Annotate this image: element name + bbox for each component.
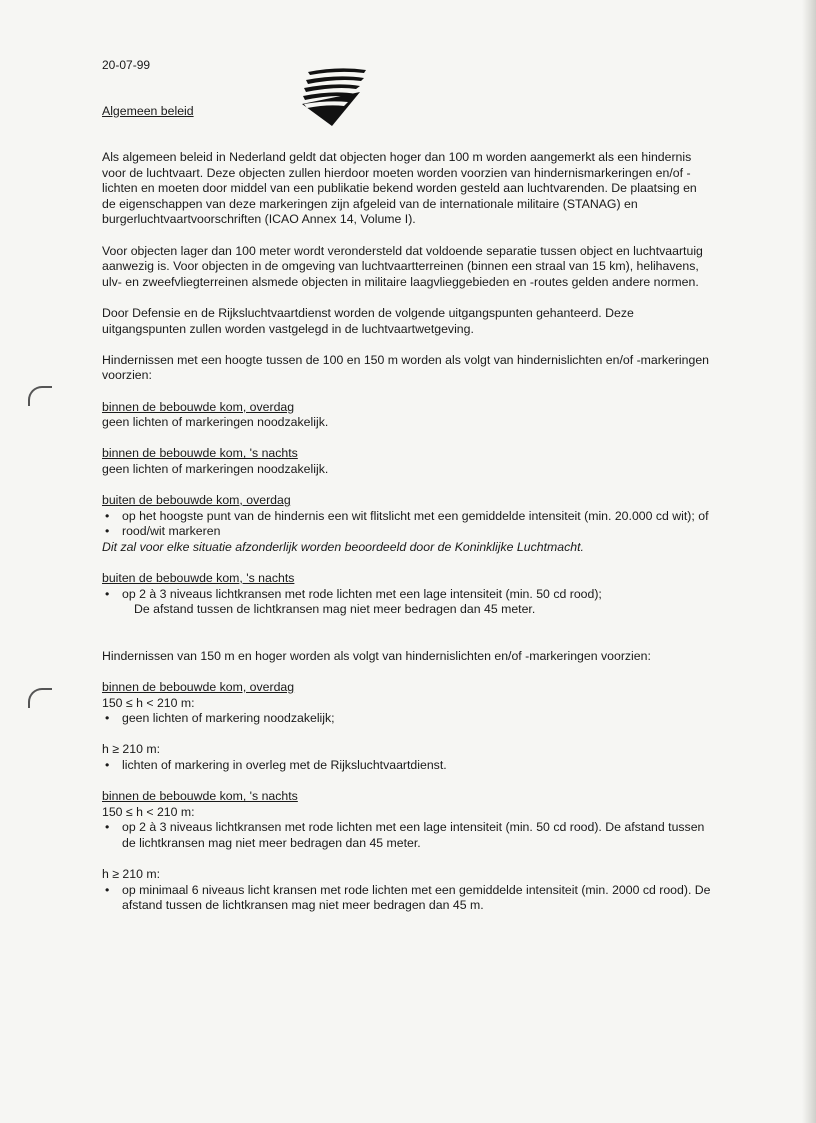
subheading-a-outside-day: buiten de bebouwde kom, overdag [102,493,291,508]
list-item: • op het hoogste punt van de hindernis een wit flitslicht met een gemiddelde intensiteit (min. 20.000 cd wit); of [102,509,712,525]
list-b-day-1 [102,711,712,727]
subheading-a-inside-night: binnen de bebouwde kom, 's nachts [102,446,298,461]
range-b-day-1: 150 ≤ h < 210 m: [102,695,195,710]
page-edge [802,0,816,1123]
paragraph-general-policy: Als algemeen beleid in Nederland geldt dat objecten hoger dan 100 m worden aangemerkt als een hindernis voor de luchtvaart. Deze objecten zullen hierdoor moeten worden voorzien van hindernismarkeringen en/of -lichten en moeten door middel van een publikatie bekend worden gesteld aan luchtvarenden. De plaatsing en de eigenschappen van deze markeringen zijn afgeleid van de internationale militaire (STANAG) en burgerluchtvaartvoorschriften (ICAO Annex 14, Volume I). [102,150,697,227]
list-item: • op minimaal 6 niveaus licht kransen met rode lichten met een gemiddelde intensiteit (min. 2000 cd rood). De afstand tussen de lichtkransen mag niet meer bedragen dan 45 m. [102,883,712,914]
subheading-a-inside-day: binnen de bebouwde kom, overdag [102,399,295,414]
list-a-outside-day [102,509,712,540]
list-b-night-1 [102,820,712,851]
subheading-a-outside-night: buiten de bebouwde kom, 's nachts [102,571,295,586]
punch-hole-upper [28,386,52,406]
range-b-night-2: h ≥ 210 m: [102,867,161,882]
list-item: • geen lichten of markering noodzakelijk; [102,711,712,727]
section-heading: Algemeen beleid [102,104,194,118]
list-item: • rood/wit markeren [102,524,712,540]
list-a-outside-night [102,587,712,603]
list-b-night-2 [102,883,712,914]
paragraph-principles: Door Defensie en de Rijksluchtvaartdienst worden de volgende uitgangspunten gehanteerd. Deze uitgangspunten zullen worden vastgelegd in de luchtvaartwetgeving. [102,305,634,336]
paragraph-100-150: Hindernissen met een hoogte tussen de 100 en 150 m worden als volgt van hindernislichten en/of -markeringen voorzien: [102,352,710,383]
luchtvaart-logo-icon [298,64,370,130]
document-date: 20-07-99 [102,58,151,72]
list-item: • op 2 à 3 niveaus lichtkransen met rode lichten met een lage intensiteit (min. 50 cd rood). De afstand tussen de lichtkransen mag niet meer bedragen dan 45 meter. [102,820,712,851]
subheading-b-inside-night: binnen de bebouwde kom, 's nachts [102,789,298,804]
range-b-night-1: 150 ≤ h < 210 m: [102,804,195,819]
range-b-day-2: h ≥ 210 m: [102,742,161,757]
paragraph-lower-objects: Voor objecten lager dan 100 meter wordt verondersteld dat voldoende separatie tussen object en luchtvaartuig aanwezig is. Voor objecten in de omgeving van luchtvaartterreinen (binnen een straal van 15 km), helihavens, ulv- en zweefvliegterreinen alsmede objecten in militaire laagvlieggebieden en -routes gelden andere normen. [102,243,703,289]
text-a-inside-day: geen lichten of markeringen noodzakelijk. [102,415,329,430]
punch-hole-lower [28,688,52,708]
text-a-outside-night-cont: De afstand tussen de lichtkransen mag niet meer bedragen dan 45 meter. [134,602,536,617]
note-koninklijke-luchtmacht: Dit zal voor elke situatie afzonderlijk worden beoordeeld door de Koninklijke Luchtmacht. [102,539,584,554]
paragraph-150-plus: Hindernissen van 150 m en hoger worden als volgt van hindernislichten en/of -markeringen voorzien: [102,648,651,663]
document-body [102,150,712,914]
list-item: • op 2 à 3 niveaus lichtkransen met rode lichten met een lage intensiteit (min. 50 cd rood); [102,587,712,603]
list-b-day-2 [102,758,712,774]
text-a-inside-night: geen lichten of markeringen noodzakelijk. [102,461,329,476]
subheading-b-inside-day: binnen de bebouwde kom, overdag [102,680,295,694]
list-item: • lichten of markering in overleg met de Rijksluchtvaartdienst. [102,758,712,774]
